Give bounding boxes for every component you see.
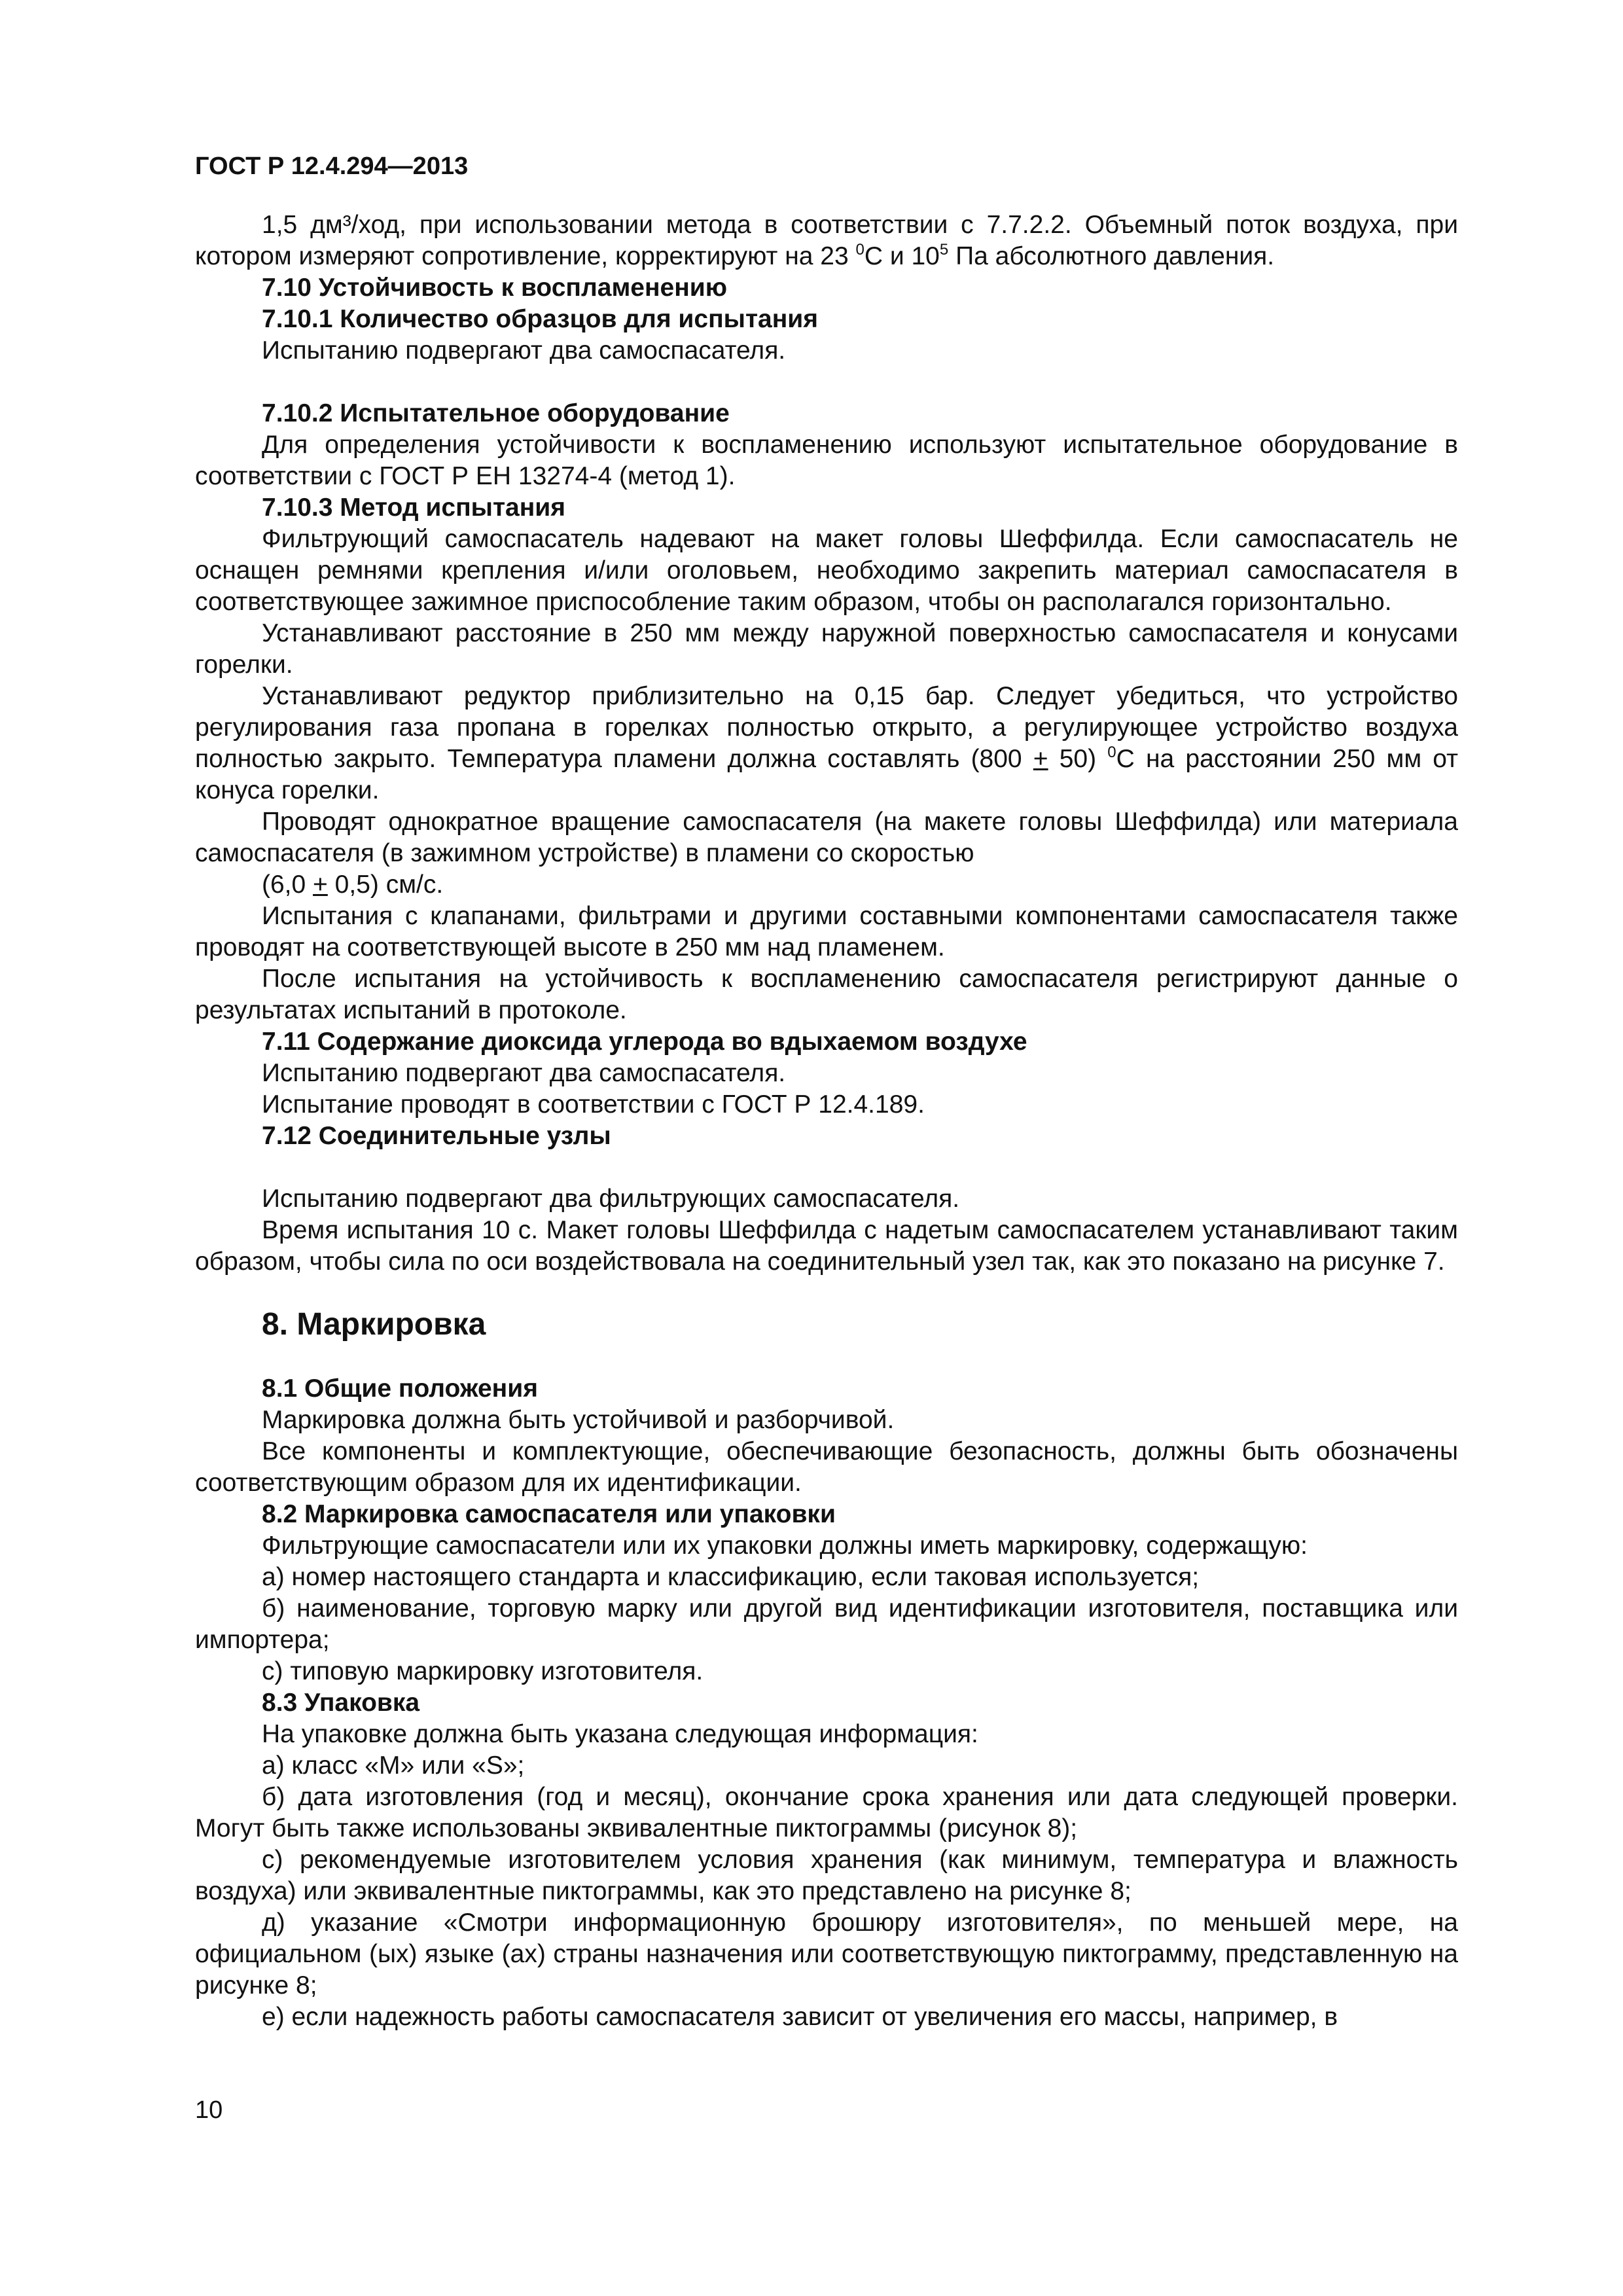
section-heading-7-10: 7.10 Устойчивость к воспламенению <box>262 274 728 302</box>
paragraph: После испытания на устойчивость к воспламенению самоспасателя регистрируют данные о результатах испытаний в протоколе. <box>195 965 1458 1024</box>
section-heading-8-2: 8.2 Маркировка самоспасателя или упаковки <box>262 1500 836 1528</box>
paragraph: Испытанию подвергают два самоспасателя. <box>262 336 786 365</box>
section-heading-7-10-3: 7.10.3 Метод испытания <box>262 493 566 522</box>
spacer <box>195 367 1458 398</box>
list-item: с) типовую маркировку изготовителя. <box>262 1657 704 1685</box>
paragraph: Для определения устойчивости к воспламенению используют испытательное оборудование в соответствии с ГОСТ Р ЕН 13274-4 (метод 1). <box>195 431 1458 490</box>
paragraph: На упаковке должна быть указана следующая информация: <box>262 1720 978 1748</box>
paragraph: Фильтрующий самоспасатель надевают на макет головы Шеффилда. Если самоспасатель не оснащен ремнями крепления и/или оголовьем, необходимо закрепить материал самоспасателя в соответствующее зажимное приспособление таким образом, чтобы он располагался горизонтально. <box>195 525 1458 616</box>
list-item: д) указание «Смотри информационную брошюру изготовителя», по меньшей мере, на официальном (ых) языке (ах) страны назначения или соответствующую пиктограмму, представленную на рисунке 8; <box>195 1909 1458 2000</box>
chapter-heading-8: 8. Маркировка <box>262 1307 486 1342</box>
section-heading-7-10-1: 7.10.1 Количество образцов для испытания <box>262 305 819 333</box>
paragraph: Все компоненты и комплектующие, обеспечивающие безопасность, должны быть обозначены соответствующим образом для их идентификации. <box>195 1437 1458 1497</box>
superscript: 0 <box>855 241 865 259</box>
list-item: е) если надежность работы самоспасателя зависит от увеличения его массы, например, в <box>262 2003 1338 2031</box>
paragraph: Испытанию подвергают два фильтрующих самоспасателя. <box>262 1185 960 1213</box>
paragraph: Испытанию подвергают два самоспасателя. <box>262 1059 786 1087</box>
list-item: с) рекомендуемые изготовителем условия хранения (как минимум, температура и влажность воздуха) или эквивалентные пиктограммы, как это представлено на рисунке 8; <box>195 1846 1458 1905</box>
paragraph: Устанавливают расстояние в 250 мм между наружной поверхностью самоспасателя и конусами горелки. <box>195 619 1458 679</box>
paragraph: Испытание проводят в соответствии с ГОСТ Р 12.4.189. <box>262 1090 925 1119</box>
section-heading-8-1: 8.1 Общие положения <box>262 1374 538 1403</box>
list-item: б) дата изготовления (год и месяц), окончание срока хранения или дата следующей проверки. Могут быть также использованы эквивалентные пиктограммы (рисунок 8); <box>195 1783 1458 1842</box>
plus-minus-sign: + <box>313 870 328 899</box>
section-heading-7-10-2: 7.10.2 Испытательное оборудование <box>262 399 730 427</box>
plus-minus-sign: + <box>1033 745 1048 773</box>
paragraph-airflow: 1,5 дм³/ход, при использовании метода в соответствии с 7.7.2.2. Объемный поток воздуха, при котором измеряют сопротивление, корректируют на 23 $^0$С и $10^5$ Па абсолютного давления. <box>195 211 1458 270</box>
paragraph-speed: (6,0 + 0,5) см/с. <box>262 870 444 899</box>
page-number: 10 <box>195 2096 223 2124</box>
document-header: ГОСТ Р 12.4.294—2013 <box>195 152 469 180</box>
list-item: а) номер настоящего стандарта и классификацию, если таковая используется; <box>262 1563 1200 1591</box>
paragraph: Маркировка должна быть устойчивой и разборчивой. <box>262 1406 895 1434</box>
section-heading-7-11: 7.11 Содержание диоксида углерода во вдыхаемом воздухе <box>262 1028 1027 1056</box>
spacer <box>195 1152 1458 1183</box>
paragraph: Время испытания 10 с. Макет головы Шеффилда с надетым самоспасателем устанавливают таким образом, чтобы сила по оси воздействовала на соединительный узел так, как это показано на рисунке 7. <box>195 1216 1458 1276</box>
paragraph: Фильтрующие самоспасатели или их упаковки должны иметь маркировку, содержащую: <box>262 1532 1308 1560</box>
paragraph: Проводят однократное вращение самоспасателя (на макете головы Шеффилда) или материала самоспасателя (в зажимном устройстве) в пламени со скоростью <box>195 808 1458 867</box>
document-page <box>195 151 1458 2033</box>
list-item: а) класс «М» или «S»; <box>262 1751 525 1780</box>
section-heading-8-3: 8.3 Упаковка <box>262 1689 420 1717</box>
superscript: 0 <box>1107 744 1116 761</box>
superscript: 5 <box>939 241 949 259</box>
paragraph-flame-temperature: Устанавливают редуктор приблизительно на 0,15 бар. Следует убедиться, что устройство регулирования газа пропана в горелках полностью открыто, а регулирующее устройство воздуха полностью закрыто. Температура пламени должна составлять (800 + 50) $^0$С на расстоянии 250 мм от конуса горелки. <box>195 682 1458 804</box>
paragraph: Испытания с клапанами, фильтрами и другими составными компонентами самоспасателя также проводят на соответствующей высоте в 250 мм над пламенем. <box>195 902 1458 961</box>
list-item: б) наименование, торговую марку или другой вид идентификации изготовителя, поставщика или импортера; <box>195 1594 1458 1654</box>
section-heading-7-12: 7.12 Соединительные узлы <box>262 1122 611 1150</box>
